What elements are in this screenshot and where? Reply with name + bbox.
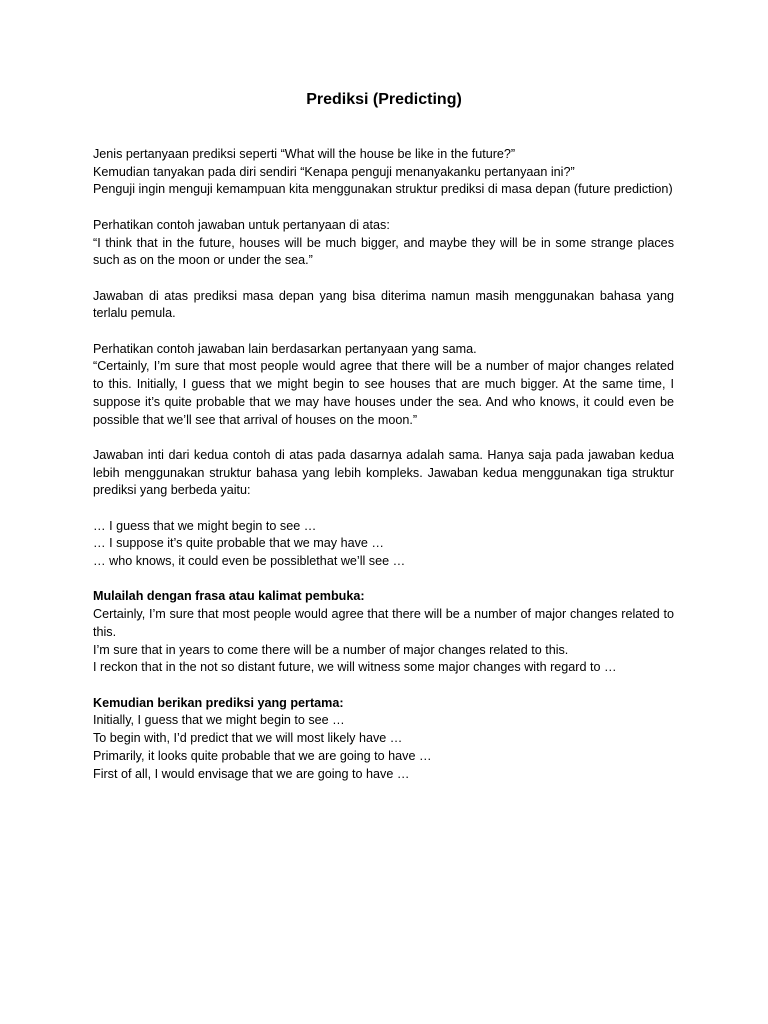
opening-line-1: Certainly, I’m sure that most people would agree that there will be a number of major changes related to this.: [93, 607, 674, 639]
paragraph-spacer: [93, 429, 674, 447]
structure-item: … who knows, it could even be possiblethat we’ll see …: [93, 554, 406, 569]
intro-line-2: Kemudian tanyakan pada diri sendiri “Kenapa penguji menanyakanku pertanyaan ini?”: [93, 164, 575, 179]
first-prediction-line: To begin with, I’d predict that we will most likely have …: [93, 731, 403, 746]
first-prediction-line: First of all, I would envisage that we are going to have …: [93, 766, 410, 781]
example-2-label: Perhatikan contoh jawaban lain berdasarkan pertanyaan yang sama.: [93, 341, 477, 356]
paragraph-spacer: [93, 199, 674, 217]
structure-item: … I guess that we might begin to see …: [93, 518, 317, 533]
comment-1: Jawaban di atas prediksi masa depan yang bisa diterima namun masih menggunakan bahasa yang terlalu pemula.: [93, 288, 674, 321]
first-prediction-line: Primarily, it looks quite probable that we are going to have …: [93, 748, 432, 763]
first-prediction-line: Initially, I guess that we might begin to see …: [93, 713, 345, 728]
document-body: [93, 146, 674, 783]
comment-2: Jawaban inti dari kedua contoh di atas pada dasarnya adalah sama. Hanya saja pada jawaban kedua lebih menggunakan struktur bahasa yang lebih kompleks. Jawaban kedua menggunakan tiga struktur prediksi yang berbeda yaitu:: [93, 447, 674, 498]
opening-heading: Mulailah dengan frasa atau kalimat pembuka:: [93, 589, 365, 604]
example-1-quote: “I think that in the future, houses will be much bigger, and maybe they will be in some strange places such as on the moon or under the sea.”: [93, 235, 674, 268]
paragraph-spacer: [93, 677, 674, 695]
opening-line-2: I’m sure that in years to come there will be a number of major changes related to this.: [93, 642, 569, 657]
first-prediction-heading: Kemudian berikan prediksi yang pertama:: [93, 695, 344, 710]
paragraph-spacer: [93, 323, 674, 341]
opening-line-3: I reckon that in the not so distant future, we will witness some major changes with regard to …: [93, 660, 617, 675]
intro-line-3: Penguji ingin menguji kemampuan kita menggunakan struktur prediksi di masa depan (future prediction): [93, 182, 673, 197]
paragraph-spacer: [93, 571, 674, 589]
example-1-label: Perhatikan contoh jawaban untuk pertanyaan di atas:: [93, 217, 390, 232]
page-title: Prediksi (Predicting): [306, 91, 462, 108]
structure-item: … I suppose it’s quite probable that we may have …: [93, 536, 384, 551]
paragraph-spacer: [93, 500, 674, 518]
intro-line-1: Jenis pertanyaan prediksi seperti “What will the house be like in the future?”: [93, 147, 516, 161]
paragraph-spacer: [93, 270, 674, 288]
example-2-quote: “Certainly, I’m sure that most people would agree that there will be a number of major changes related to this. Initially, I guess that we might begin to see houses that are much bigger. At the same time, I suppose it’s quite probable that we may have houses under the sea. And who knows, it could even be possible that we’ll see that arrival of houses on the moon.”: [93, 359, 674, 427]
